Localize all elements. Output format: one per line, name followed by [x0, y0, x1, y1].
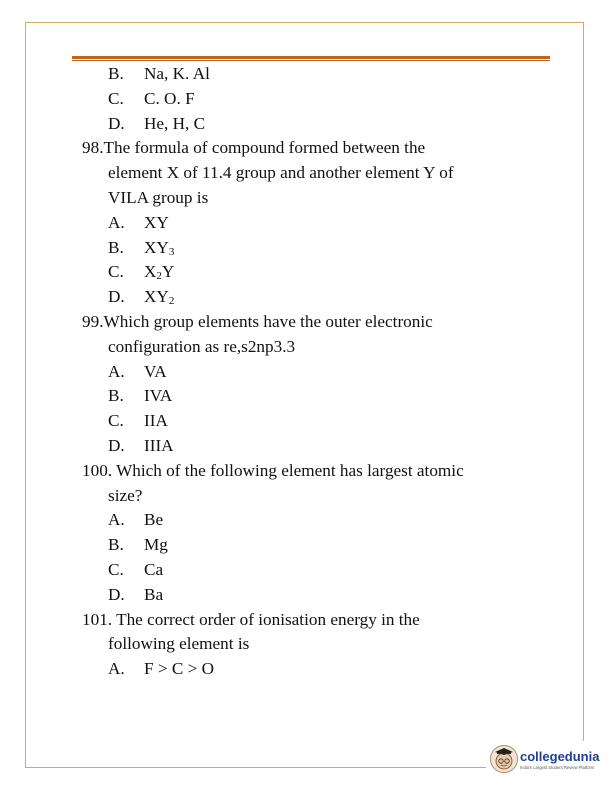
- option-letter: B.: [108, 535, 124, 555]
- answer-option: [82, 558, 562, 583]
- line-text: XY: [144, 237, 169, 257]
- answer-option: [82, 360, 562, 385]
- line-text: Mg: [144, 535, 168, 555]
- collegedunia-logo: [486, 741, 600, 781]
- answer-option: [82, 285, 562, 310]
- answer-option: [82, 211, 562, 236]
- answer-option: [82, 112, 562, 137]
- option-letter: C.: [108, 411, 124, 431]
- question-text: [82, 608, 562, 633]
- question-text-continued: [82, 161, 562, 186]
- question-text-continued: [82, 186, 562, 211]
- subscript: 3: [168, 245, 175, 258]
- line-text: 98.The formula of compound formed between the: [82, 138, 426, 158]
- line-text: configuration as re,s2np3.3: [108, 336, 296, 356]
- question-list: [82, 62, 562, 682]
- answer-option: [82, 583, 562, 608]
- answer-option: [82, 236, 562, 261]
- line-text: 100. Which of the following element has largest atomic: [82, 460, 464, 480]
- subscript: 2: [156, 270, 162, 283]
- line-text: IVA: [144, 386, 173, 406]
- line-text: VA: [144, 361, 167, 381]
- answer-option: [82, 508, 562, 533]
- line-text: XY: [144, 212, 169, 232]
- line-text: size?: [108, 485, 143, 505]
- line-text: X: [144, 262, 157, 282]
- line-text: IIA: [144, 411, 168, 431]
- header-rule-thin: [72, 60, 550, 61]
- answer-option: [82, 62, 562, 87]
- line-text: 101. The correct order of ionisation energy in the: [82, 609, 420, 629]
- line-text: C. O. F: [144, 88, 195, 108]
- answer-option: [82, 87, 562, 112]
- option-letter: C.: [108, 262, 124, 282]
- option-letter: B.: [108, 386, 124, 406]
- line-text: Na, K. Al: [144, 64, 210, 83]
- option-letter: D.: [108, 113, 125, 133]
- line-text: element X of 11.4 group and another element Y of: [108, 163, 454, 183]
- subscript: 2: [168, 295, 175, 308]
- line-text: Be: [144, 510, 164, 530]
- header-rule: [72, 56, 550, 59]
- line-text: following element is: [108, 634, 250, 654]
- option-letter: A.: [108, 361, 125, 381]
- option-letter: D.: [108, 584, 125, 604]
- line-text: He, H, C: [144, 113, 206, 133]
- answer-option: [82, 260, 562, 285]
- mascot-icon: [490, 745, 518, 773]
- option-letter: A.: [108, 659, 125, 679]
- logo-wordmark: collegedunia: [520, 749, 600, 764]
- option-letter: A.: [108, 212, 125, 232]
- option-letter: C.: [108, 559, 124, 579]
- answer-option: [82, 434, 562, 459]
- answer-option: [82, 533, 562, 558]
- question-text-continued: [82, 632, 562, 657]
- question-text-continued: [82, 484, 562, 509]
- question-text: [82, 136, 562, 161]
- line-text: 99.Which group elements have the outer electronic: [82, 311, 433, 331]
- option-letter: B.: [108, 237, 124, 257]
- option-letter: D.: [108, 287, 125, 307]
- line-text: Ba: [144, 584, 164, 604]
- question-text: [82, 459, 562, 484]
- line-text: XY: [144, 287, 169, 307]
- line-text: VILA group is: [108, 187, 209, 207]
- answer-option: [82, 409, 562, 434]
- question-text: [82, 310, 562, 335]
- answer-option: [82, 657, 562, 682]
- logo-tagline: India's Largest Student Review Platform: [520, 765, 595, 770]
- line-text: IIIA: [144, 435, 174, 455]
- answer-option: [82, 384, 562, 409]
- question-text-continued: [82, 335, 562, 360]
- line-text: F > C > O: [144, 659, 215, 679]
- option-letter: C.: [108, 88, 124, 108]
- line-text-after: Y: [161, 262, 175, 282]
- option-letter: D.: [108, 435, 125, 455]
- option-letter: B.: [108, 64, 124, 83]
- line-text: Ca: [144, 559, 164, 579]
- option-letter: A.: [108, 510, 125, 530]
